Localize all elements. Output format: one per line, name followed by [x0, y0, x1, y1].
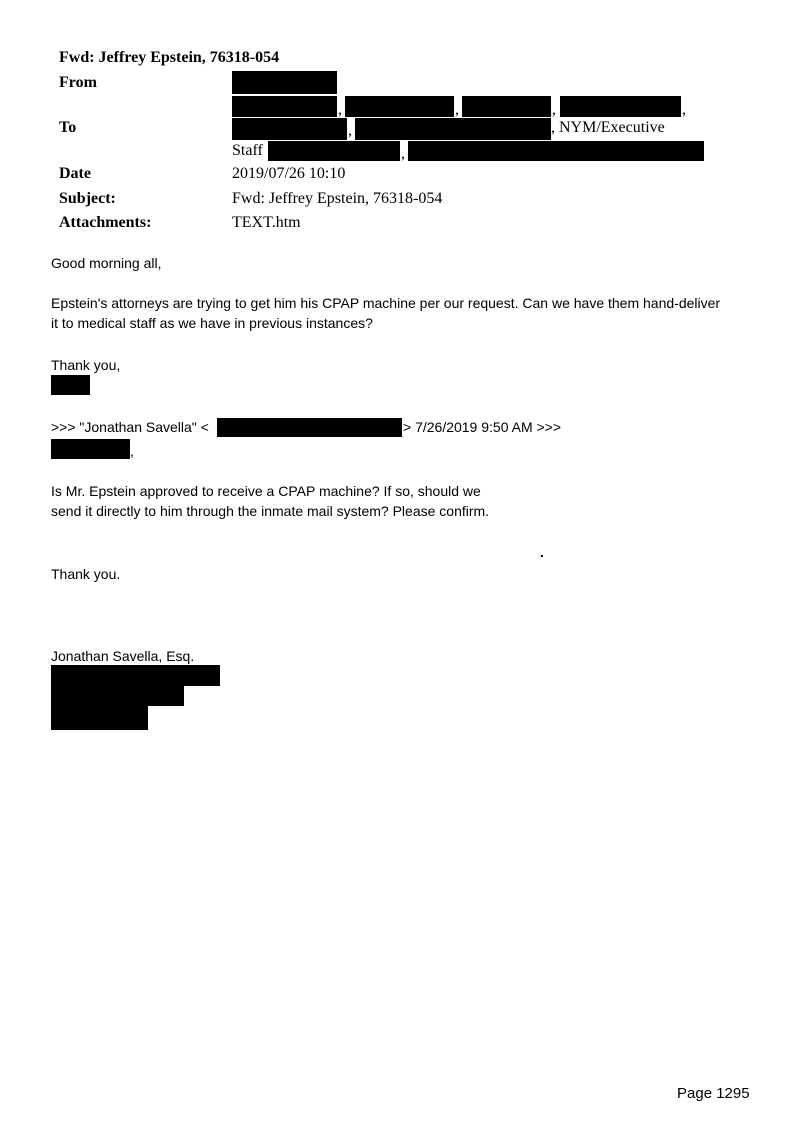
redaction-recipient-name [51, 439, 130, 459]
from-label: From [59, 74, 97, 91]
redaction-sender-name [51, 375, 90, 395]
attachments-label: Attachments: [59, 214, 152, 231]
recipient-comma: , [130, 443, 134, 459]
question-line-2: send it directly to him through the inmate mail system? Please confirm. [51, 503, 490, 519]
to-comma: , [338, 101, 342, 118]
body-paragraph-line-1: Epstein's attorneys are trying to get him his CPAP machine per our request. Can we have them hand-deliver [51, 295, 721, 311]
redaction-from [232, 71, 337, 94]
to-comma: , [401, 145, 405, 162]
greeting: Good morning all, [51, 255, 162, 271]
redaction-to-8 [408, 141, 704, 161]
email-title: Fwd: Jeffrey Epstein, 76318-054 [59, 49, 280, 66]
redaction-to-5 [232, 118, 347, 140]
to-label: To [59, 119, 77, 136]
redaction-signature-1 [51, 665, 220, 686]
forward-prefix: >>> "Jonathan Savella" < [51, 419, 209, 435]
question-line-1: Is Mr. Epstein approved to receive a CPAP machine? If so, should we [51, 483, 481, 499]
redaction-to-3 [462, 96, 551, 117]
stray-mark: . [540, 544, 544, 560]
redaction-to-4 [560, 96, 681, 117]
page-number: Page 1295 [677, 1085, 750, 1102]
forward-suffix: > 7/26/2019 9:50 AM >>> [403, 419, 562, 435]
to-comma: , [682, 101, 686, 118]
to-comma: , [552, 101, 556, 118]
redaction-signature-3 [51, 706, 148, 730]
redaction-to-2 [345, 96, 454, 117]
to-comma: , [348, 122, 352, 139]
closing-line: Thank you. [51, 566, 121, 582]
signature-name: Jonathan Savella, Esq. [51, 648, 195, 664]
subject-value: Fwd: Jeffrey Epstein, 76318-054 [232, 190, 443, 207]
redaction-to-6 [355, 118, 551, 140]
date-value: 2019/07/26 10:10 [232, 165, 346, 182]
to-staff: Staff [232, 142, 263, 159]
body-paragraph-line-2: it to medical staff as we have in previous instances? [51, 315, 373, 331]
redaction-to-1 [232, 96, 337, 117]
to-comma: , [455, 101, 459, 118]
attachment-file-link[interactable]: TEXT.htm [232, 214, 301, 231]
date-label: Date [59, 165, 91, 182]
redaction-to-7 [268, 141, 400, 161]
subject-label: Subject: [59, 190, 116, 207]
thanks-line: Thank you, [51, 357, 121, 373]
redaction-signature-2 [51, 686, 184, 706]
redaction-forward-email [217, 418, 402, 437]
to-tail: , NYM/Executive [551, 119, 665, 136]
